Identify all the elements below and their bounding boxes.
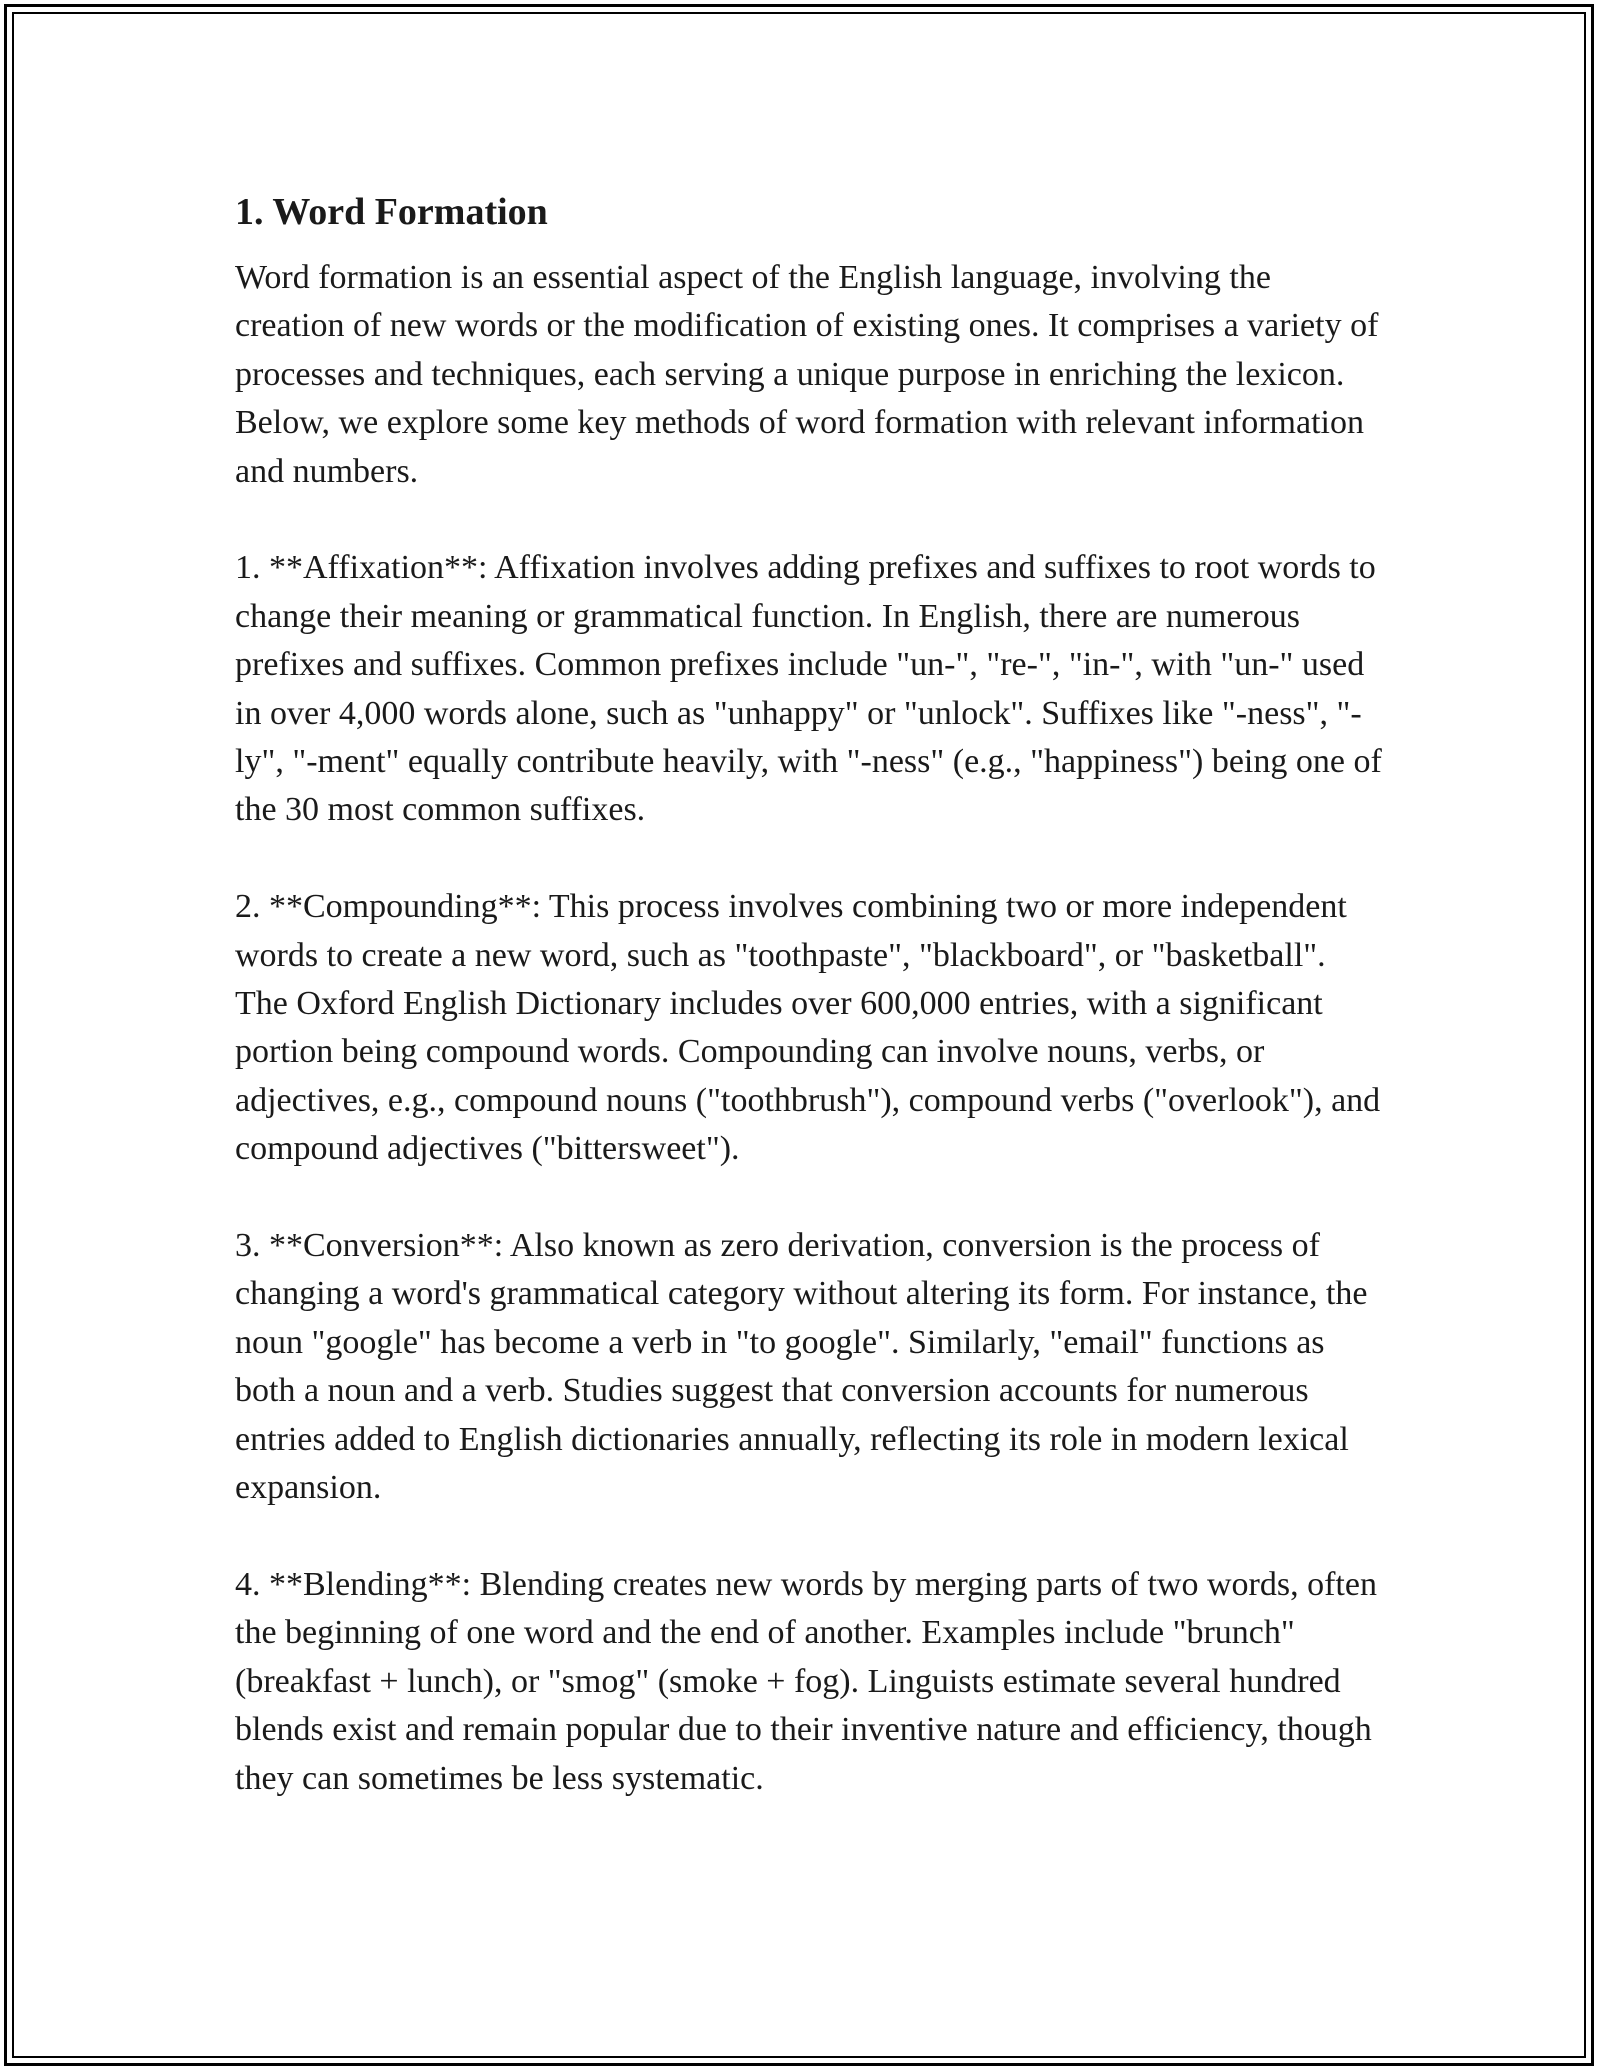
section-heading: 1. Word Formation xyxy=(235,191,548,233)
intro-paragraph: Word formation is an essential aspect of the English language, involving the creation of new words or the modification of existing ones. It comprises a variety of processes and techniques, each serving a unique purpose in enriching the lexicon. Below, we explore some key methods of word formation with relevant information and numbers. xyxy=(235,259,1379,490)
compounding-paragraph: 2. **Compounding**: This process involves combining two or more independent words to create a new word, such as "toothpaste", "blackboard", or "basketball". The Oxford English Dictionary includes over 600,000 entries, with a significant portion being compound words. Compounding can involve nouns, verbs, or adjectives, e.g., compound nouns ("toothbrush"), compound verbs ("overlook"), and compound adjectives ("bittersweet"). xyxy=(235,888,1381,1168)
conversion-paragraph: 3. **Conversion**: Also known as zero derivation, conversion is the process of changing a word's grammatical category without altering its form. For instance, the noun "google" has become a verb in "to google". Similarly, "email" functions as both a noun and a verb. Studies suggest that conversion accounts for numerous entries added to English dictionaries annually, reflecting its role in modern lexical expansion. xyxy=(235,1227,1368,1507)
affixation-paragraph: 1. **Affixation**: Affixation involves adding prefixes and suffixes to root words to change their meaning or grammatical function. In English, there are numerous prefixes and suffixes. Common prefixes include "un-", "re-", "in-", with "un-" used in over 4,000 words alone, such as "unhappy" or "unlock". Suffixes like "-ness", "-ly", "-ment" equally contribute heavily, with "-ness" (e.g., "happiness") being one of the 30 most common suffixes. xyxy=(235,549,1382,829)
document-body xyxy=(235,186,1385,1851)
blending-paragraph: 4. **Blending**: Blending creates new words by merging parts of two words, often the beginning of one word and the end of another. Examples include "brunch" (breakfast + lunch), or "smog" (smoke + fog). Linguists estimate several hundred blends exist and remain popular due to their inventive nature and efficiency, though they can sometimes be less systematic. xyxy=(235,1565,1377,1797)
